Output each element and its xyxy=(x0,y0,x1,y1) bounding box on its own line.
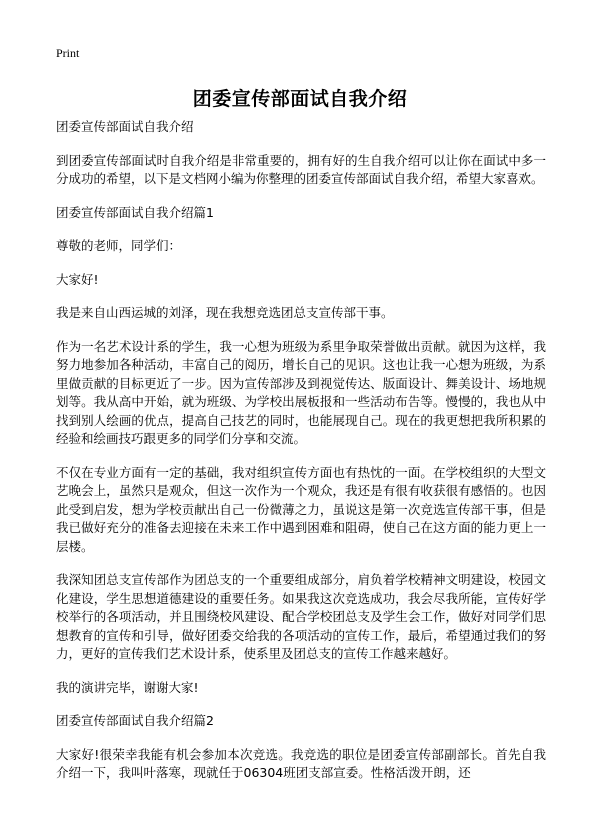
section-heading-article-1: 团委宣传部面试自我介绍篇1 xyxy=(56,204,214,220)
body-paragraph: 作为一名艺术设计系的学生，我一心想为班级为系里争取荣誉做出贡献。就因为这样，我努力地参加各种活动，丰富自己的阅历，增长自己的见识。这也让我一心想为班级，为系里做贡献的目标更近了一步。因为宣传部涉及到视觉传达、版面设计、舞美设计、场地规划等。我从高中开始，就为班级、为学校出展板报和一些活动布告等。慢慢的，我也从中找到别人绘画的优点，提高自己技艺的同时，也能展现自己。现在的我更想把我所积累的经验和绘画技巧跟更多的同学们分享和交流。 xyxy=(56,338,546,446)
body-paragraph: 不仅在专业方面有一定的基础，我对组织宣传方面也有热忱的一面。在学校组织的大型文艺晚会上，虽然只是观众，但这一次作为一个观众，我还是有很有收获很有感悟的。也因此受到启发，想为学校贡献出自己一份微薄之力，虽说这是第一次竞选宣传部干事，但是我已做好充分的准备去迎接在未来工作中遇到困难和阻碍，使自己在这方面的能力更上一层楼。 xyxy=(56,464,546,554)
body-paragraph: 我深知团总支宣传部作为团总支的一个重要组成部分，肩负着学校精神文明建设，校园文化建设，学生思想道德建设的重要任务。如果我这次竞选成功，我会尽我所能，宣传好学校举行的各项活动，并且围绕校风建设、配合学校团总支及学生会工作，做好对同学们思想教育的宣传和引导，做好团委交给我的各项活动的宣传工作，最后，希望通过我们的努力，更好的宣传我们艺术设计系，使系里及团总支的宣传工作越来越好。 xyxy=(56,572,546,661)
body-paragraph: 大家好!很荣幸我能有机会参加本次竞选。我竞选的职位是团委宣传部副部长。首先自我介绍一下，我叫叶落寒，现就任于06304班团支部宣委。性格活泼开朗，还 xyxy=(56,746,546,780)
section-heading: 团委宣传部面试自我介绍 xyxy=(56,119,194,134)
document-body xyxy=(56,118,546,798)
print-link[interactable]: Print xyxy=(56,46,80,60)
greeting: 大家好! xyxy=(56,271,99,287)
salutation: 尊敬的老师，同学们： xyxy=(56,238,182,253)
closing-line: 我的演讲完毕，谢谢大家! xyxy=(56,679,199,695)
section-heading-article-2: 团委宣传部面试自我介绍篇2 xyxy=(56,713,214,728)
body-paragraph: 我是来自山西运城的刘泽，现在我想竞选团总支宣传部干事。 xyxy=(56,305,394,320)
intro-paragraph: 到团委宣传部面试时自我介绍是非常重要的，拥有好的生自我介绍可以让你在面试中多一分成功的希望，以下是文档网小编为你整理的团委宣传部面试自我介绍，希望大家喜欢。 xyxy=(56,152,546,186)
document-title: 团委宣传部面试自我介绍 xyxy=(192,88,408,110)
